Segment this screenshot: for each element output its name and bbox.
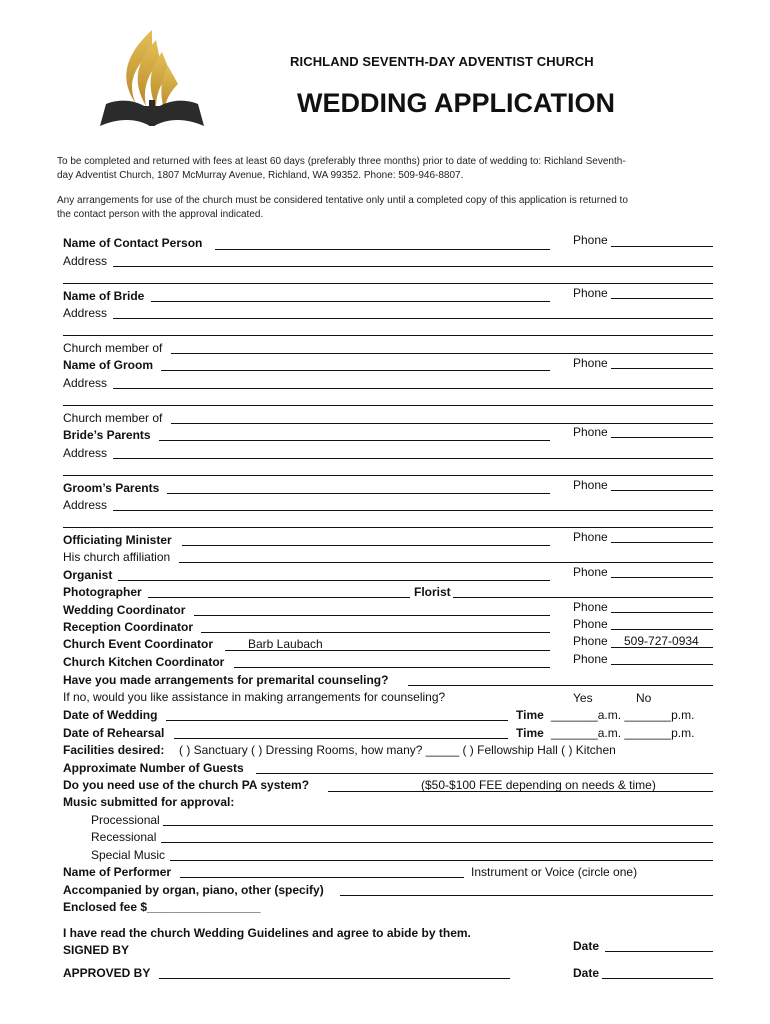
church-affiliation-field[interactable] [179, 562, 713, 563]
florist-label: Florist [414, 585, 451, 599]
grooms-parents-phone-field[interactable] [611, 490, 713, 491]
performer-label: Name of Performer [63, 865, 172, 879]
brides-parents-address-label: Address [63, 446, 108, 460]
instrument-voice-label[interactable]: Instrument or Voice (circle one) [471, 865, 638, 879]
approved-by-field[interactable] [159, 978, 510, 979]
organist-phone-label: Phone [573, 565, 608, 579]
church-event-coordinator-name: Barb Laubach [248, 637, 323, 651]
tentative-line: the contact person with the approval indicated. [57, 209, 264, 220]
reception-coordinator-label: Reception Coordinator [63, 620, 194, 634]
brides-parents-phone-field[interactable] [611, 437, 713, 438]
groom-church-member-label: Church member of [63, 411, 163, 425]
grooms-parents-address-label: Address [63, 498, 108, 512]
officiating-minister-field[interactable] [182, 545, 550, 546]
tentative-paragraph [57, 194, 717, 222]
wedding-coordinator-phone-field[interactable] [611, 612, 713, 613]
officiating-minister-label: Officiating Minister [63, 533, 172, 547]
signed-date-label: Date [573, 939, 600, 953]
bride-name-field[interactable] [151, 301, 550, 302]
reception-coordinator-phone-field[interactable] [611, 629, 713, 630]
brides-parents-label: Bride’s Parents [63, 428, 151, 442]
church-logo [96, 26, 208, 130]
grooms-parents-label: Groom’s Parents [63, 481, 160, 495]
wedding-coordinator-phone-label: Phone [573, 600, 608, 614]
wedding-time-label: Time [516, 708, 544, 722]
accompanied-field[interactable] [340, 895, 713, 896]
premarital-field[interactable] [408, 685, 713, 686]
reception-coordinator-phone-label: Phone [573, 617, 608, 631]
photographer-field[interactable] [148, 597, 410, 598]
approved-date-label: Date [573, 966, 600, 980]
minister-phone-field[interactable] [611, 542, 713, 543]
contact-phone-field[interactable] [611, 246, 713, 247]
agreement-statement: I have read the church Wedding Guidelines and agree to abide by them. [63, 926, 471, 940]
premarital-assist-question: If no, would you like assistance in making arrangements for counseling? [63, 690, 446, 704]
enclosed-fee-field[interactable]: Enclosed fee $_________________ [63, 900, 261, 914]
contact-address-label: Address [63, 254, 108, 268]
facilities-options[interactable]: ( ) Sanctuary ( ) Dressing Rooms, how many? _____ ( ) Fellowship Hall ( ) Kitchen [179, 743, 616, 757]
date-of-rehearsal-label: Date of Rehearsal [63, 726, 165, 740]
bride-address-label: Address [63, 306, 108, 320]
minister-phone-label: Phone [573, 530, 608, 544]
date-of-wedding-label: Date of Wedding [63, 708, 158, 722]
facilities-label: Facilities desired: [63, 743, 165, 757]
premarital-question: Have you made arrangements for premarital counseling? [63, 673, 389, 687]
brides-parents-phone-label: Phone [573, 425, 608, 439]
bride-phone-label: Phone [573, 286, 608, 300]
reception-coordinator-field[interactable] [201, 632, 550, 633]
bride-name-label: Name of Bride [63, 289, 145, 303]
brides-parents-address-field-2[interactable] [63, 475, 713, 476]
tentative-line: Any arrangements for use of the church must be considered tentative only until a completed copy of this application is returned to [57, 195, 628, 206]
yes-option[interactable]: Yes [573, 691, 593, 705]
rehearsal-time-field[interactable]: _______a.m. _______p.m. [551, 726, 695, 740]
groom-church-member-field[interactable] [171, 423, 713, 424]
bride-address-field[interactable] [113, 318, 713, 319]
wedding-coordinator-label: Wedding Coordinator [63, 603, 186, 617]
contact-address-field-2[interactable] [63, 283, 713, 284]
date-of-rehearsal-field[interactable] [174, 738, 508, 739]
music-submitted-label: Music submitted for approval: [63, 795, 235, 809]
signed-date-field[interactable] [605, 951, 713, 952]
date-of-wedding-field[interactable] [166, 720, 508, 721]
groom-name-field[interactable] [161, 370, 550, 371]
bride-church-member-label: Church member of [63, 341, 163, 355]
bride-phone-field[interactable] [611, 298, 713, 299]
processional-label: Processional [91, 813, 160, 827]
contact-person-field[interactable] [215, 249, 550, 250]
wedding-coordinator-field[interactable] [194, 615, 550, 616]
accompanied-label: Accompanied by organ, piano, other (specify) [63, 883, 324, 897]
approved-date-field[interactable] [602, 978, 713, 979]
kitchen-coordinator-phone-field[interactable] [611, 664, 713, 665]
wedding-time-field[interactable]: _______a.m. _______p.m. [551, 708, 695, 722]
contact-address-field[interactable] [113, 266, 713, 267]
kitchen-coordinator-field[interactable] [234, 667, 550, 668]
kitchen-coordinator-phone-label: Phone [573, 652, 608, 666]
page-title: WEDDING APPLICATION [297, 88, 615, 118]
bride-address-field-2[interactable] [63, 335, 713, 336]
brides-parents-address-field[interactable] [113, 458, 713, 459]
groom-phone-field[interactable] [611, 368, 713, 369]
brides-parents-field[interactable] [159, 440, 550, 441]
pa-fee-note: ($50-$100 FEE depending on needs & time) [421, 778, 656, 792]
guests-field[interactable] [256, 773, 713, 774]
grooms-parents-address-field[interactable] [113, 510, 713, 511]
special-music-field[interactable] [170, 860, 713, 861]
photographer-label: Photographer [63, 585, 142, 599]
church-event-coordinator-label: Church Event Coordinator [63, 637, 214, 651]
grooms-parents-phone-label: Phone [573, 478, 608, 492]
organist-field[interactable] [118, 580, 550, 581]
signed-by-label: SIGNED BY [63, 943, 130, 957]
church-event-coordinator-phone-label: Phone [573, 634, 608, 648]
organist-label: Organist [63, 568, 113, 582]
bride-church-member-field[interactable] [171, 353, 713, 354]
no-option[interactable]: No [636, 691, 652, 705]
recessional-field[interactable] [161, 842, 713, 843]
groom-address-label: Address [63, 376, 108, 390]
guests-label: Approximate Number of Guests [63, 761, 244, 775]
church-affiliation-label: His church affiliation [63, 550, 171, 564]
special-music-label: Special Music [91, 848, 166, 862]
groom-address-field[interactable] [113, 388, 713, 389]
contact-phone-label: Phone [573, 233, 608, 247]
organist-phone-field[interactable] [611, 577, 713, 578]
groom-phone-label: Phone [573, 356, 608, 370]
intro-line: To be completed and returned with fees at least 60 days (preferably three months) prior to date of wedding to: Richland Seventh- [57, 156, 626, 167]
pa-system-label: Do you need use of the church PA system? [63, 778, 310, 792]
groom-address-field-2[interactable] [63, 405, 713, 406]
grooms-parents-field[interactable] [167, 493, 550, 494]
recessional-label: Recessional [91, 830, 157, 844]
approved-by-label: APPROVED BY [63, 966, 151, 980]
organization-name: RICHLAND SEVENTH-DAY ADVENTIST CHURCH [290, 54, 594, 69]
church-event-coordinator-phone: 509-727-0934 [624, 634, 699, 648]
rehearsal-time-label: Time [516, 726, 544, 740]
intro-paragraph [57, 155, 717, 183]
performer-field[interactable] [180, 877, 464, 878]
grooms-parents-address-field-2[interactable] [63, 527, 713, 528]
groom-name-label: Name of Groom [63, 358, 154, 372]
contact-person-label: Name of Contact Person [63, 236, 203, 250]
florist-field[interactable] [453, 597, 713, 598]
processional-field[interactable] [163, 825, 713, 826]
intro-line: day Adventist Church, 1807 McMurray Avenue, Richland, WA 99352. Phone: 509-946-8807. [57, 170, 464, 181]
kitchen-coordinator-label: Church Kitchen Coordinator [63, 655, 225, 669]
